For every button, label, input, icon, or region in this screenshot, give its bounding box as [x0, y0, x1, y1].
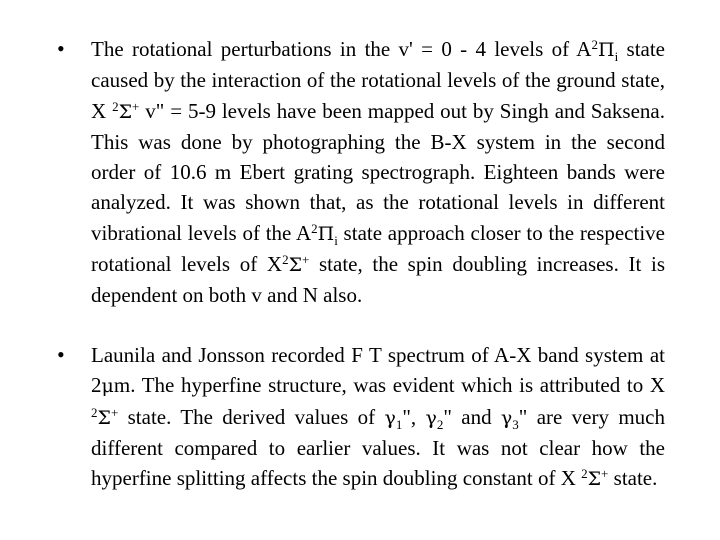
- text-run: state caused by the interaction of the rotational levels of the ground state, X: [91, 37, 665, 123]
- superscript-text: 2: [91, 404, 98, 420]
- subscript-text: 3: [512, 416, 519, 432]
- superscript-text: 2: [311, 220, 318, 236]
- greek-symbol: μ: [101, 375, 114, 398]
- text-run: state.: [608, 466, 658, 491]
- text-run: " and: [443, 404, 501, 429]
- subscript-text: i: [334, 232, 338, 248]
- bullet-marker: •: [57, 36, 65, 61]
- greek-symbol: Π: [597, 39, 615, 61]
- superscript-text: +: [601, 466, 609, 482]
- text-run: Launila and Jonsson recorded F T spectrum of A-X band system at 2: [91, 343, 665, 398]
- text-run: state. The derived values of: [118, 404, 385, 429]
- text-run: The rotational perturbations in the v' = 0 - 4 levels of A: [91, 37, 592, 61]
- bullet-marker: •: [57, 342, 65, 367]
- text-run: state, the spin doubling increases. It is dependent on both v and N also.: [91, 252, 665, 308]
- greek-symbol: Σ: [97, 406, 111, 429]
- text-run: m. The hyperfine structure, was evident which is attributed to X: [113, 373, 665, 398]
- greek-symbol: Π: [317, 222, 335, 245]
- text-run: " are very much different compared to earlier values. It was not clear how the hyperfine splitting affects the spin doubling constant of X: [91, 404, 665, 491]
- greek-symbol: Σ: [587, 468, 602, 491]
- bullet-paragraph: [91, 340, 665, 494]
- superscript-text: +: [132, 98, 140, 114]
- text-run: state approach closer to the respective rotational levels of X: [91, 220, 665, 277]
- superscript-text: +: [302, 252, 310, 268]
- superscript-text: 2: [591, 37, 598, 52]
- superscript-text: 2: [282, 252, 289, 268]
- subscript-text: i: [614, 49, 619, 64]
- bullet-paragraph: [91, 34, 665, 311]
- greek-symbol: Σ: [288, 254, 302, 277]
- greek-symbol: γ: [384, 406, 396, 429]
- greek-symbol: γ: [425, 406, 437, 429]
- superscript-text: 2: [581, 466, 588, 482]
- greek-symbol: γ: [500, 406, 513, 429]
- subscript-text: 1: [395, 416, 403, 432]
- text-run: v" = 5-9 levels have been mapped out by Singh and Saksena. This was done by photographing the B-X system in the second order of 10.6 m Ebert grating spectrograph. Eighteen bands were analyzed. It was shown that, as the rotational levels in different vibrational levels of the A: [91, 98, 665, 245]
- superscript-text: +: [110, 404, 119, 420]
- superscript-text: 2: [112, 98, 119, 114]
- text-run: ",: [402, 404, 426, 429]
- subscript-text: 2: [436, 416, 444, 432]
- greek-symbol: Σ: [118, 100, 132, 123]
